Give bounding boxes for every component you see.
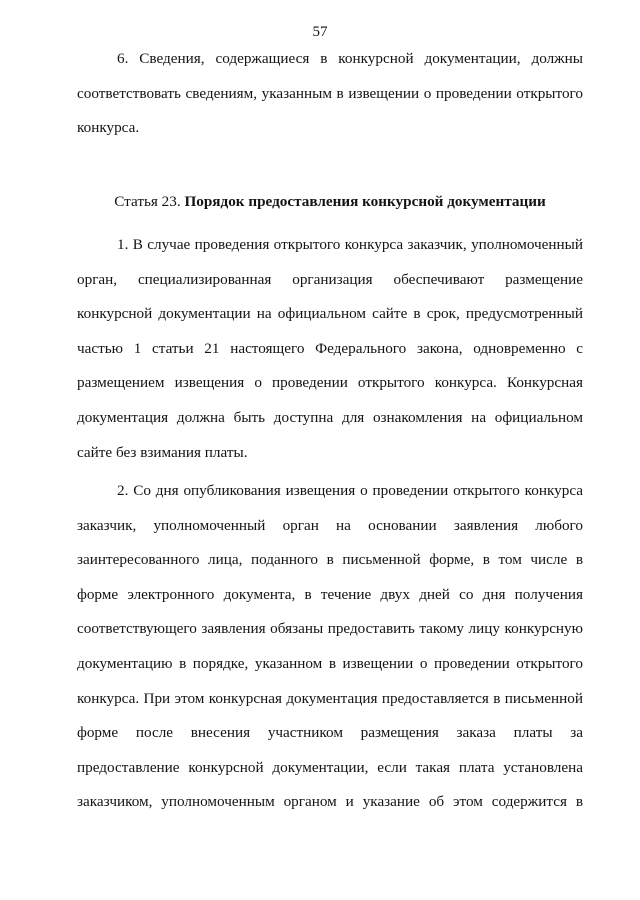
article-prefix: Статья 23. — [114, 193, 181, 210]
paragraph-line: сайте без взимания платы. — [77, 443, 248, 461]
paragraph-line: 2. Со дня опубликования извещения о проведении открытого конкурса — [117, 482, 583, 499]
paragraph-line: документацию в порядке, указанном в извещении о проведении открытого — [77, 654, 583, 672]
article-title: Порядок предоставления конкурсной документации — [184, 193, 546, 210]
paragraph-line: заказчик, уполномоченный орган на основании заявления любого — [77, 516, 583, 534]
paragraph-line: документация должна быть доступна для ознакомления на официальном — [77, 408, 583, 426]
paragraph-line: размещением извещения о проведении открытого конкурса. Конкурсная — [77, 374, 583, 392]
paragraph-line: заинтересованного лица, поданного в письменной форме, в том числе в — [77, 551, 583, 569]
paragraph-line: заказчиком, уполномоченным органом и указание об этом содержится в — [77, 793, 583, 811]
article-heading — [77, 185, 583, 220]
paragraph-line: соответствовать сведениям, указанным в извещении о проведении открытого — [77, 84, 583, 102]
paragraph-6 — [77, 42, 583, 146]
paragraph-line: орган, специализированная организация обеспечивают размещение — [77, 270, 583, 288]
paragraph-line: форме электронного документа, в течение двух дней со дня получения — [77, 585, 583, 603]
paragraph-line: 1. В случае проведения открытого конкурса заказчик, уполномоченный — [117, 236, 583, 253]
paragraph-line: предоставление конкурсной документации, если такая плата установлена — [77, 758, 583, 776]
paragraph-line: частью 1 статьи 21 настоящего Федерального закона, одновременно с — [77, 339, 583, 357]
paragraph-line: форме после внесения участником размещения заказа платы за — [77, 724, 583, 742]
paragraph-line: конкурса. — [77, 119, 140, 137]
paragraph-2 — [77, 474, 583, 820]
page-number: 57 — [312, 24, 328, 40]
paragraph-line: 6. Сведения, содержащиеся в конкурсной документации, должны — [117, 50, 583, 67]
paragraph-1 — [77, 228, 583, 470]
paragraph-line: конкурсной документации на официальном сайте в срок, предусмотренный — [77, 305, 583, 323]
paragraph-line: соответствующего заявления обязаны предоставить такому лицу конкурсную — [77, 620, 583, 638]
article-heading-line — [77, 185, 583, 220]
paragraph-line: конкурса. При этом конкурсная документация предоставляется в письменной — [77, 689, 583, 707]
